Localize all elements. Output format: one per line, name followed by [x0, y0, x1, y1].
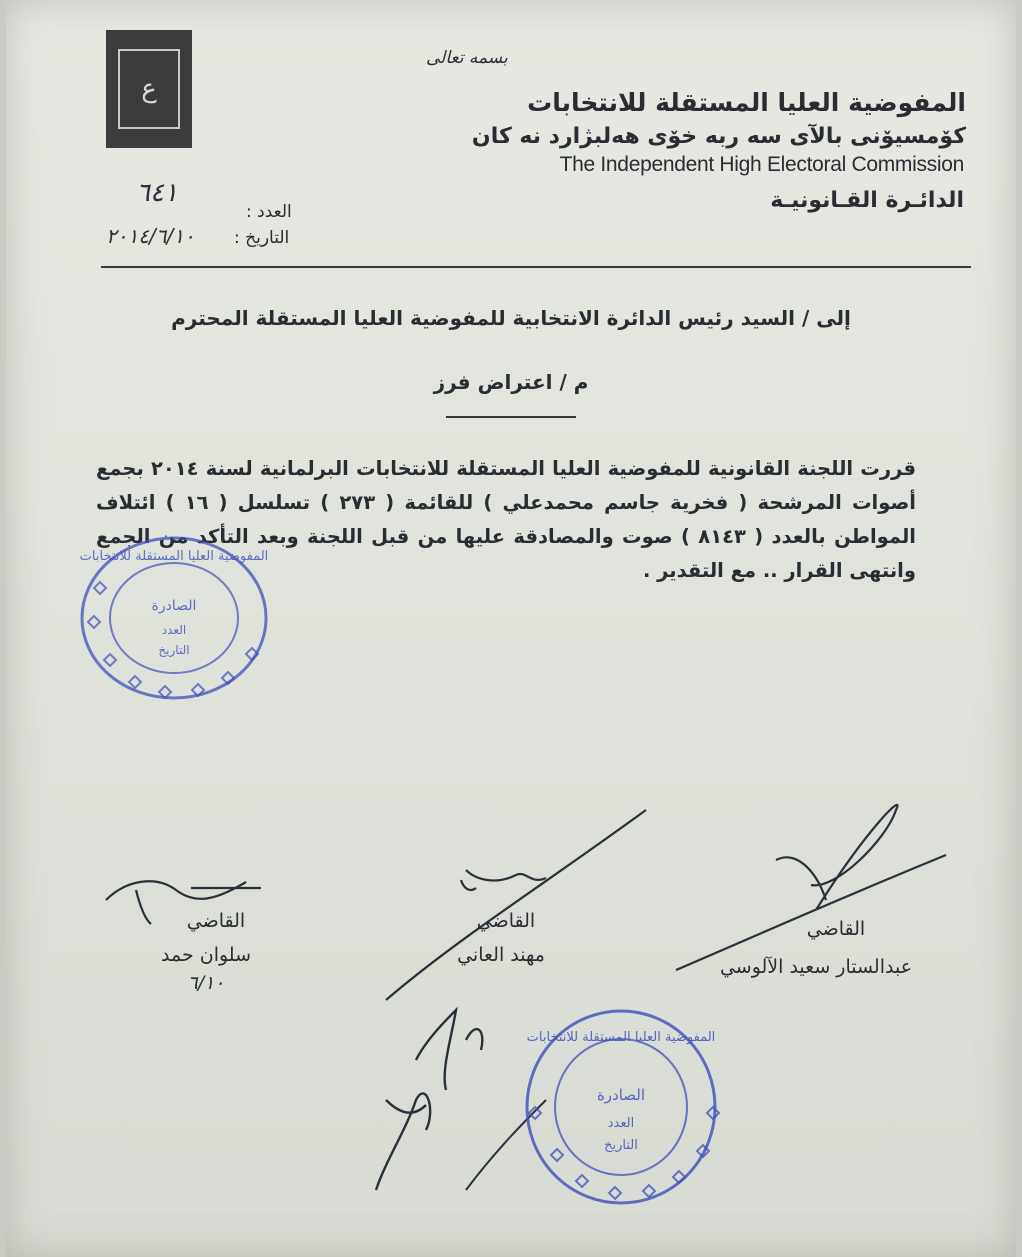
stamp-date-label: التاريخ [158, 643, 190, 657]
judge-3-name: عبدالستار سعيد الآلوسي [719, 956, 913, 978]
letterhead-name-en: The Independent High Electoral Commission [559, 153, 964, 176]
judge-1-name: سلوان حمد [161, 944, 251, 966]
subject: م / اعتراض فرز [433, 370, 589, 394]
basmala: بسمه تعالى [426, 48, 508, 68]
stamp-number-label: العدد [607, 1116, 635, 1131]
official-stamp-bottom [521, 1005, 721, 1210]
letter-body: قررت اللجنة القانونية للمفوضية العليا المستقلة للانتخابات البرلمانية لسنة ٢٠١٤ بجمع أصوات المرشحة ( فخرية جاسم محمدعلي ) للقائمة ( ٢٧٣ ) تسلسل ( ١٦ ) ائتلاف المواطن بالعدد ( ٨١٤٣ ) صوت والمصادقة عليها من قبل اللجنة وبعد التأكد من الجمع وانتهى القرار .. مع التقدير . [96, 457, 916, 582]
stamp-center-text: الصادرة [151, 598, 197, 614]
stamp-center-text: الصادرة [596, 1086, 646, 1104]
document-page [6, 0, 1016, 1257]
judge-1-title: القاضي [186, 910, 246, 932]
stamp-number-label: العدد [161, 623, 187, 637]
letterhead-name-ku: كۆمسيۆنى بالآى سه ربه خۆى هه‌لبژارد نه كان [471, 124, 966, 149]
official-stamp [74, 530, 274, 705]
number-label: العدد : [246, 202, 292, 222]
subject-underline [446, 416, 576, 418]
judge-1-note: ٦/١٠ [187, 972, 225, 994]
date-value: ٢٠١٤/٦/١٠ [106, 224, 195, 248]
stamp-ring-text: المفوضية العليا المستقلة للانتخابات [526, 1030, 716, 1045]
judge-2-name: مهند العاني [457, 944, 545, 966]
addressee: إلى / السيد رئيس الدائرة الانتخابية للمفوضية العليا المستقلة المحترم [171, 306, 851, 330]
stamp-date-label: التاريخ [604, 1138, 638, 1153]
stamp-ring-text: المفوضية العليا المستقلة للانتخابات [79, 549, 269, 564]
header-divider [101, 266, 971, 268]
signature-judge-2 [376, 800, 666, 1010]
commission-logo [106, 30, 192, 148]
letterhead-name-ar: المفوضية العليا المستقلة للانتخابات [527, 88, 966, 117]
letterhead-department: الدائـرة القـانونيـة [770, 188, 964, 213]
number-value: ٦٤١ [136, 178, 178, 208]
judge-2-title: القاضي [476, 910, 536, 932]
judge-3-title: القاضي [806, 918, 866, 940]
date-label: التاريخ : [234, 228, 290, 248]
logo-emblem-icon: ع [118, 49, 180, 129]
